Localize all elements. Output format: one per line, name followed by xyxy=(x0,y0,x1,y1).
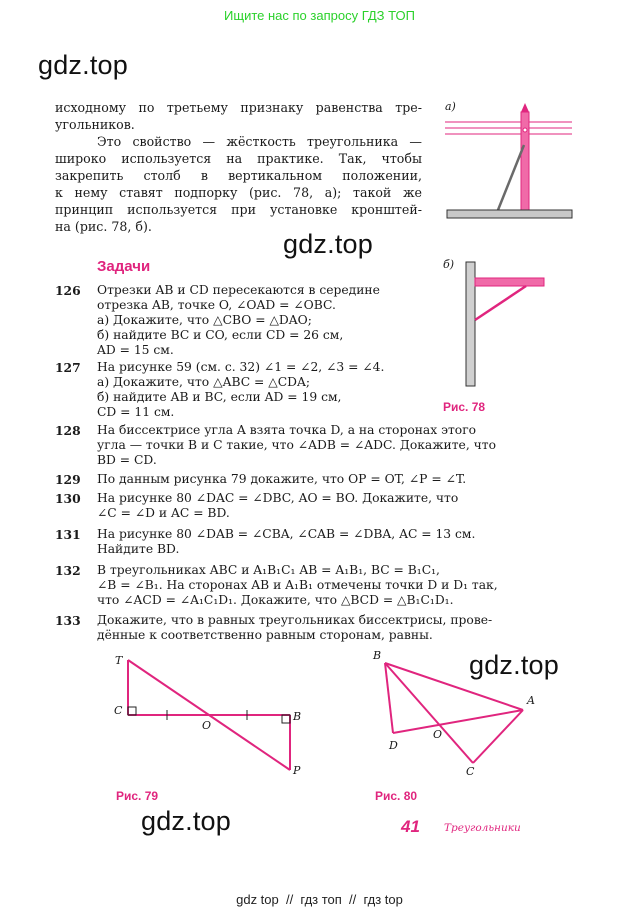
problem-line: дённые к соответственно равным сторонам, равны. xyxy=(97,628,433,642)
problem-number: 128 xyxy=(55,423,81,438)
page-number: 41 xyxy=(401,817,420,836)
problem-number: 133 xyxy=(55,613,81,628)
problem-126 xyxy=(55,283,425,358)
bracket-brace xyxy=(475,286,526,320)
page-title: Треугольники xyxy=(444,822,521,834)
problem-line: ∠C = ∠D и AC = BD. xyxy=(97,506,230,520)
problem-line: Отрезки AB и CD пересекаются в середине xyxy=(97,283,380,297)
problem-line: На рисунке 80 ∠DAB = ∠CBA, ∠CAB = ∠DBA, AC = 13 см. xyxy=(97,527,476,541)
problem-line: На рисунке 59 (см. с. 32) ∠1 = ∠2, ∠3 = ∠4. xyxy=(97,360,385,374)
fig78a-label: а) xyxy=(445,100,456,113)
point-B-label: B xyxy=(293,710,302,723)
problem-number: 132 xyxy=(55,563,81,578)
problem-127 xyxy=(55,360,425,420)
problem-line: BD = CD. xyxy=(97,453,157,467)
footer-links: gdz top // гдз топ // гдз top xyxy=(236,892,403,907)
fig80-caption: Рис. 80 xyxy=(375,789,418,803)
point-B-label: B xyxy=(373,649,382,662)
problem-132 xyxy=(55,563,567,608)
point-A-label: A xyxy=(527,694,535,707)
problem-line: В треугольниках ABC и A₁B₁C₁ AB = A₁B₁, BC = B₁C₁, xyxy=(97,563,440,577)
point-O-label: O xyxy=(202,719,212,732)
fig79-caption: Рис. 79 xyxy=(116,789,159,803)
problem-line: а) Докажите, что △ABC = △CDA; xyxy=(97,375,310,389)
problem-line: Докажите, что в равных треугольниках биссектрисы, прове- xyxy=(97,613,493,627)
problem-line: ∠B = ∠B₁. На сторонах AB и A₁B₁ отмечены точки D и D₁ так, xyxy=(97,578,498,592)
point-C-label: C xyxy=(114,704,123,717)
right-angle-C xyxy=(128,707,136,715)
problem-line: а) Докажите, что △CBO = △DAO; xyxy=(97,313,312,327)
tasks-heading: Задачи xyxy=(97,258,151,275)
point-O-label: O xyxy=(433,728,443,741)
right-angle-B xyxy=(282,715,290,723)
point-T-label: T xyxy=(115,654,123,667)
fig80-diagram xyxy=(375,655,535,785)
intro-paragraph xyxy=(55,99,422,235)
bracket-shelf xyxy=(475,278,544,286)
problem-line: что ∠ACD = ∠A₁C₁D₁. Докажите, что △BCD = △B₁C₁D₁. xyxy=(97,593,454,607)
problem-129 xyxy=(55,472,567,487)
problem-line: По данным рисунка 79 докажите, что OP = OT, ∠P = ∠T. xyxy=(97,472,467,486)
intro-line: Это свойство — жёсткость треугольника — xyxy=(97,134,422,149)
problem-number: 126 xyxy=(55,283,81,298)
problem-line: б) найдите AB и BC, если AD = 19 см, xyxy=(97,390,342,404)
point-C-label: C xyxy=(466,765,475,778)
problem-line: AD = 15 см. xyxy=(97,343,174,357)
point-P-label: P xyxy=(293,764,301,777)
fig78a-pole-diagram xyxy=(440,100,580,225)
problem-130 xyxy=(55,491,567,521)
intro-line: на (рис. 78, б). xyxy=(55,219,152,234)
pole xyxy=(521,112,529,210)
intro-line: закрепить столб в вертикальном положении, xyxy=(55,168,422,183)
watermark: gdz.top xyxy=(283,229,373,259)
segment-BD xyxy=(385,663,393,733)
fig78-caption: Рис. 78 xyxy=(443,400,486,414)
pole-bolt xyxy=(523,128,527,132)
problem-number: 130 xyxy=(55,491,81,506)
problem-line: б) найдите BC и CO, если CD = 26 см, xyxy=(97,328,344,342)
ground-base xyxy=(447,210,572,218)
problem-131 xyxy=(55,527,567,557)
intro-line: принцип используется при установке кронштей- xyxy=(55,202,422,217)
point-D-label: D xyxy=(389,739,398,752)
problem-line: Найдите BD. xyxy=(97,542,180,556)
pole-tip xyxy=(521,103,529,112)
problem-line: На рисунке 80 ∠DAC = ∠DBC, AO = BO. Докажите, что xyxy=(97,491,459,505)
watermark: gdz.top xyxy=(141,806,231,836)
problem-line: CD = 11 см. xyxy=(97,405,175,419)
fig78b-label: б) xyxy=(443,258,455,271)
problem-line: угла — точки B и C такие, что ∠ADB = ∠ADC. Докажите, что xyxy=(97,438,496,452)
intro-line: угольников. xyxy=(55,117,135,132)
intro-line: к нему ставят подпорку (рис. 78, а); такой же xyxy=(55,185,422,200)
watermark: gdz.top xyxy=(469,650,559,680)
problem-number: 127 xyxy=(55,360,81,375)
problem-number: 129 xyxy=(55,472,81,487)
support-strut xyxy=(498,145,524,210)
intro-line: исходному по третьему признаку равенства тре- xyxy=(55,100,422,115)
problem-number: 131 xyxy=(55,527,81,542)
problem-133 xyxy=(55,613,567,643)
intro-line: широко используется на практике. Так, чтобы xyxy=(55,151,422,166)
problem-line: отрезка AB, точке O, ∠OAD = ∠OBC. xyxy=(97,298,336,312)
problem-128 xyxy=(55,423,567,468)
wall xyxy=(466,262,475,386)
problem-line: На биссектрисе угла A взята точка D, а на сторонах этого xyxy=(97,423,477,437)
watermark: gdz.top xyxy=(38,50,128,80)
fig78b-bracket-diagram xyxy=(460,262,560,392)
search-banner: Ищите нас по запросу ГДЗ ТОП xyxy=(224,8,415,23)
